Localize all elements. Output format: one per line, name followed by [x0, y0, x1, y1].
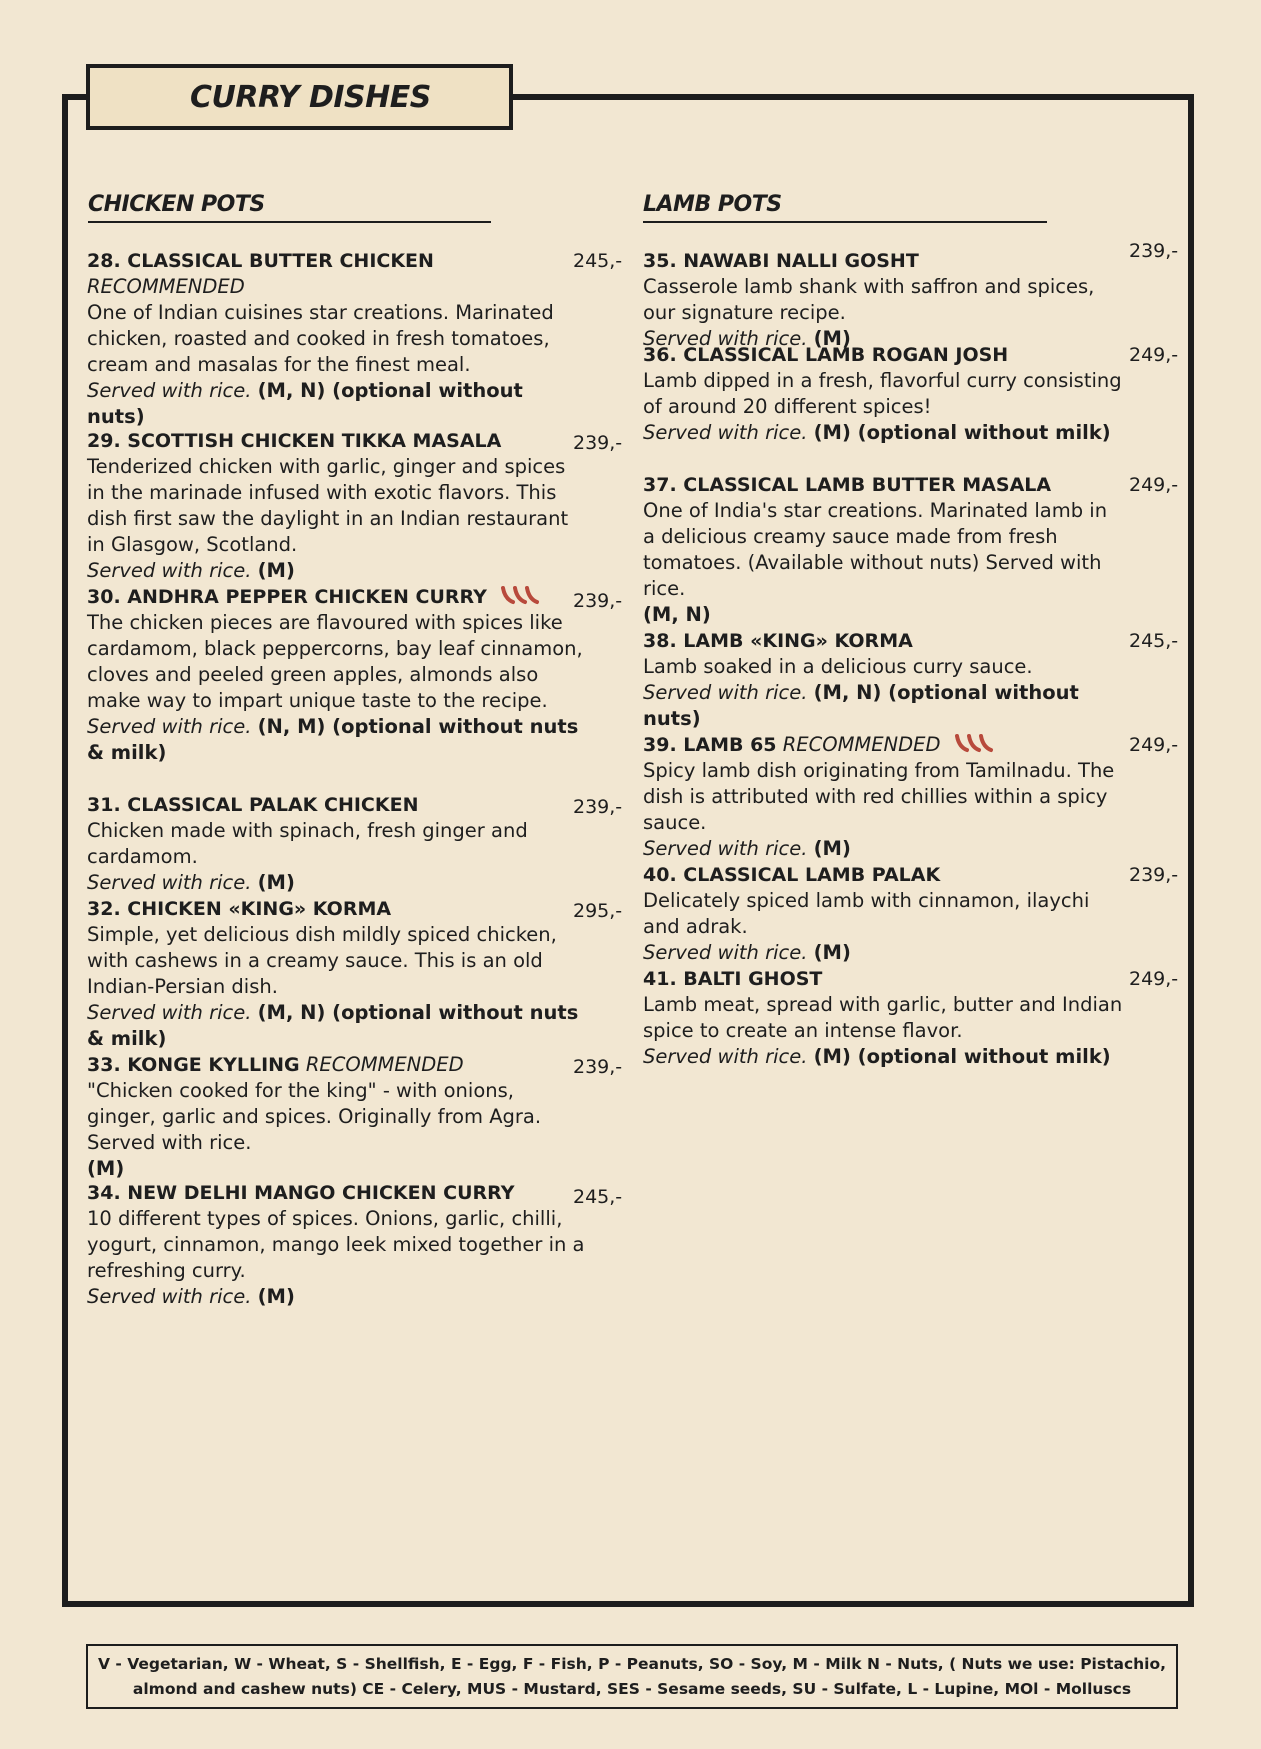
item-description: Tenderized chicken with garlic, ginger and spices in the marinade infused with exotic flavors. This dish first saw the daylight in an Indian restaurant in Glasgow, Scotland. — [87, 455, 569, 556]
item-tag: RECOMMENDED — [782, 733, 941, 756]
lamb-section-heading: LAMB POTS — [643, 192, 1047, 223]
item-description: Casserole lamb shank with saffron and spices, our signature recipe. — [643, 275, 1095, 324]
menu-item-36 — [643, 342, 1133, 446]
item-price: 239,- — [1129, 864, 1179, 886]
menu-item-40 — [643, 862, 1123, 966]
menu-item-34 — [87, 1180, 587, 1310]
item-title: 41. BALTI GHOST — [643, 968, 823, 990]
item-served: Served with rice. — [643, 837, 808, 860]
item-price: 239,- — [573, 796, 623, 818]
menu-item-35 — [643, 248, 1123, 352]
item-price: 245,- — [573, 1186, 623, 1208]
menu-item-33 — [87, 1052, 587, 1182]
chicken-section-heading: CHICKEN POTS — [88, 192, 491, 223]
item-served: Served with rice. — [87, 715, 252, 738]
item-allergens: (M) — [813, 837, 851, 860]
item-served: Served with rice. — [643, 327, 808, 350]
chili-peppers-icon — [953, 733, 995, 753]
item-served: Served with rice. — [643, 941, 808, 964]
item-price: 249,- — [1129, 344, 1179, 366]
menu-item-37 — [643, 472, 1123, 628]
item-title: 36. CLASSICAL LAMB ROGAN JOSH — [643, 344, 1009, 366]
item-description: One of India's star creations. Marinated lamb in a delicious creamy sauce made from fresh tomatoes. (Available without nuts) Served with rice. — [643, 499, 1108, 600]
menu-item-30 — [87, 584, 587, 766]
item-description: Simple, yet delicious dish mildly spiced chicken, with cashews in a creamy sauce. This is an old Indian-Persian dish. — [87, 923, 557, 998]
title-box — [86, 64, 513, 130]
item-allergens: (M) — [257, 559, 295, 582]
menu-item-38 — [643, 628, 1123, 732]
item-description: One of Indian cuisines star creations. Marinated chicken, roasted and cooked in fresh tomatoes, cream and masalas for the finest meal. — [87, 301, 554, 376]
allergen-legend: V - Vegetarian, W - Wheat, S - Shellfish, E - Egg, F - Fish, P - Peanuts, SO - Soy, M - Milk N - Nuts, ( Nuts we use: Pistachio, almond and cashew nuts) CE - Celery, MUS - Mustard, SES - Sesame seeds, SU - Sulfate, L - Lupine, MOl - Molluscs — [86, 1644, 1178, 1709]
item-title: 29. SCOTTISH CHICKEN TIKKA MASALA — [87, 430, 502, 452]
item-allergens: (M, N) (optional without nuts & milk) — [87, 1001, 579, 1050]
item-allergens: (M) (optional without milk) — [813, 421, 1111, 444]
item-price: 245,- — [573, 250, 623, 272]
item-allergens: (M, N) (optional without nuts) — [87, 379, 523, 428]
item-title: 40. CLASSICAL LAMB PALAK — [643, 864, 941, 886]
item-price: 249,- — [1129, 734, 1179, 756]
item-title: 34. NEW DELHI MANGO CHICKEN CURRY — [87, 1182, 515, 1204]
item-title: 39. LAMB 65 — [643, 734, 777, 756]
item-allergens: (M, N) — [643, 603, 711, 626]
item-served: Served with rice. — [87, 1285, 252, 1308]
item-price: 239,- — [573, 590, 623, 612]
item-allergens: (M) (optional without milk) — [813, 1045, 1111, 1068]
item-served: Served with rice. — [643, 681, 808, 704]
item-description: Lamb soaked in a delicious curry sauce. — [643, 655, 1033, 678]
item-allergens: (M) — [257, 1285, 295, 1308]
item-allergens: (M) — [87, 1157, 125, 1180]
item-price: 239,- — [573, 432, 623, 454]
item-title: 38. LAMB «KING» KORMA — [643, 630, 913, 652]
item-title: 28. CLASSICAL BUTTER CHICKEN — [87, 250, 434, 272]
item-price: 249,- — [1129, 474, 1179, 496]
menu-item-32 — [87, 896, 587, 1052]
item-title: 32. CHICKEN «KING» KORMA — [87, 898, 392, 920]
menu-item-28 — [87, 248, 587, 430]
page-title: CURRY DISHES — [190, 80, 431, 115]
item-title: 35. NAWABI NALLI GOSHT — [643, 250, 919, 272]
menu-item-39 — [643, 732, 1123, 862]
item-title: 33. KONGE KYLLING — [87, 1054, 300, 1076]
item-tag: RECOMMENDED — [87, 275, 245, 298]
item-served: Served with rice. — [643, 1045, 808, 1068]
item-allergens: (M, N) (optional without nuts) — [643, 681, 1079, 730]
item-price: 239,- — [1129, 240, 1179, 262]
item-allergens: (M) — [257, 871, 295, 894]
item-description: "Chicken cooked for the king" - with onions, ginger, garlic and spices. Originally from Agra. Served with rice. — [87, 1079, 542, 1154]
item-allergens: (N, M) (optional without nuts & milk) — [87, 715, 579, 764]
item-description: The chicken pieces are flavoured with spices like cardamom, black peppercorns, bay leaf cinnamon, cloves and peeled green apples, almonds also make way to impart unique taste to the recipe. — [87, 611, 583, 712]
item-title: 30. ANDHRA PEPPER CHICKEN CURRY — [87, 586, 487, 608]
item-price: 249,- — [1129, 968, 1179, 990]
item-description: Spicy lamb dish originating from Tamilnadu. The dish is attributed with red chillies within a spicy sauce. — [643, 759, 1115, 834]
item-served: Served with rice. — [87, 379, 252, 402]
item-price: 245,- — [1129, 630, 1179, 652]
item-allergens: (M) — [813, 941, 851, 964]
item-title: 37. CLASSICAL LAMB BUTTER MASALA — [643, 474, 1052, 496]
item-title: 31. CLASSICAL PALAK CHICKEN — [87, 794, 419, 816]
menu-item-29 — [87, 428, 587, 584]
item-allergens: (M) — [813, 327, 851, 350]
item-served: Served with rice. — [87, 871, 252, 894]
menu-item-31 — [87, 792, 587, 896]
item-description: Chicken made with spinach, fresh ginger and cardamom. — [87, 819, 528, 868]
item-served: Served with rice. — [87, 1001, 252, 1024]
item-description: Lamb meat, spread with garlic, butter and Indian spice to create an intense flavor. — [643, 993, 1123, 1042]
item-description: Lamb dipped in a fresh, flavorful curry consisting of around 20 different spices! — [643, 369, 1122, 418]
item-tag: RECOMMENDED — [305, 1053, 464, 1076]
item-served: Served with rice. — [87, 559, 252, 582]
item-price: 295,- — [573, 900, 623, 922]
item-served: Served with rice. — [643, 421, 808, 444]
item-price: 239,- — [573, 1056, 623, 1078]
menu-item-41 — [643, 966, 1123, 1070]
item-description: Delicately spiced lamb with cinnamon, ilaychi and adrak. — [643, 889, 1090, 938]
chili-peppers-icon — [499, 585, 541, 605]
item-description: 10 different types of spices. Onions, garlic, chilli, yogurt, cinnamon, mango leek mixed together in a refreshing curry. — [87, 1207, 585, 1282]
